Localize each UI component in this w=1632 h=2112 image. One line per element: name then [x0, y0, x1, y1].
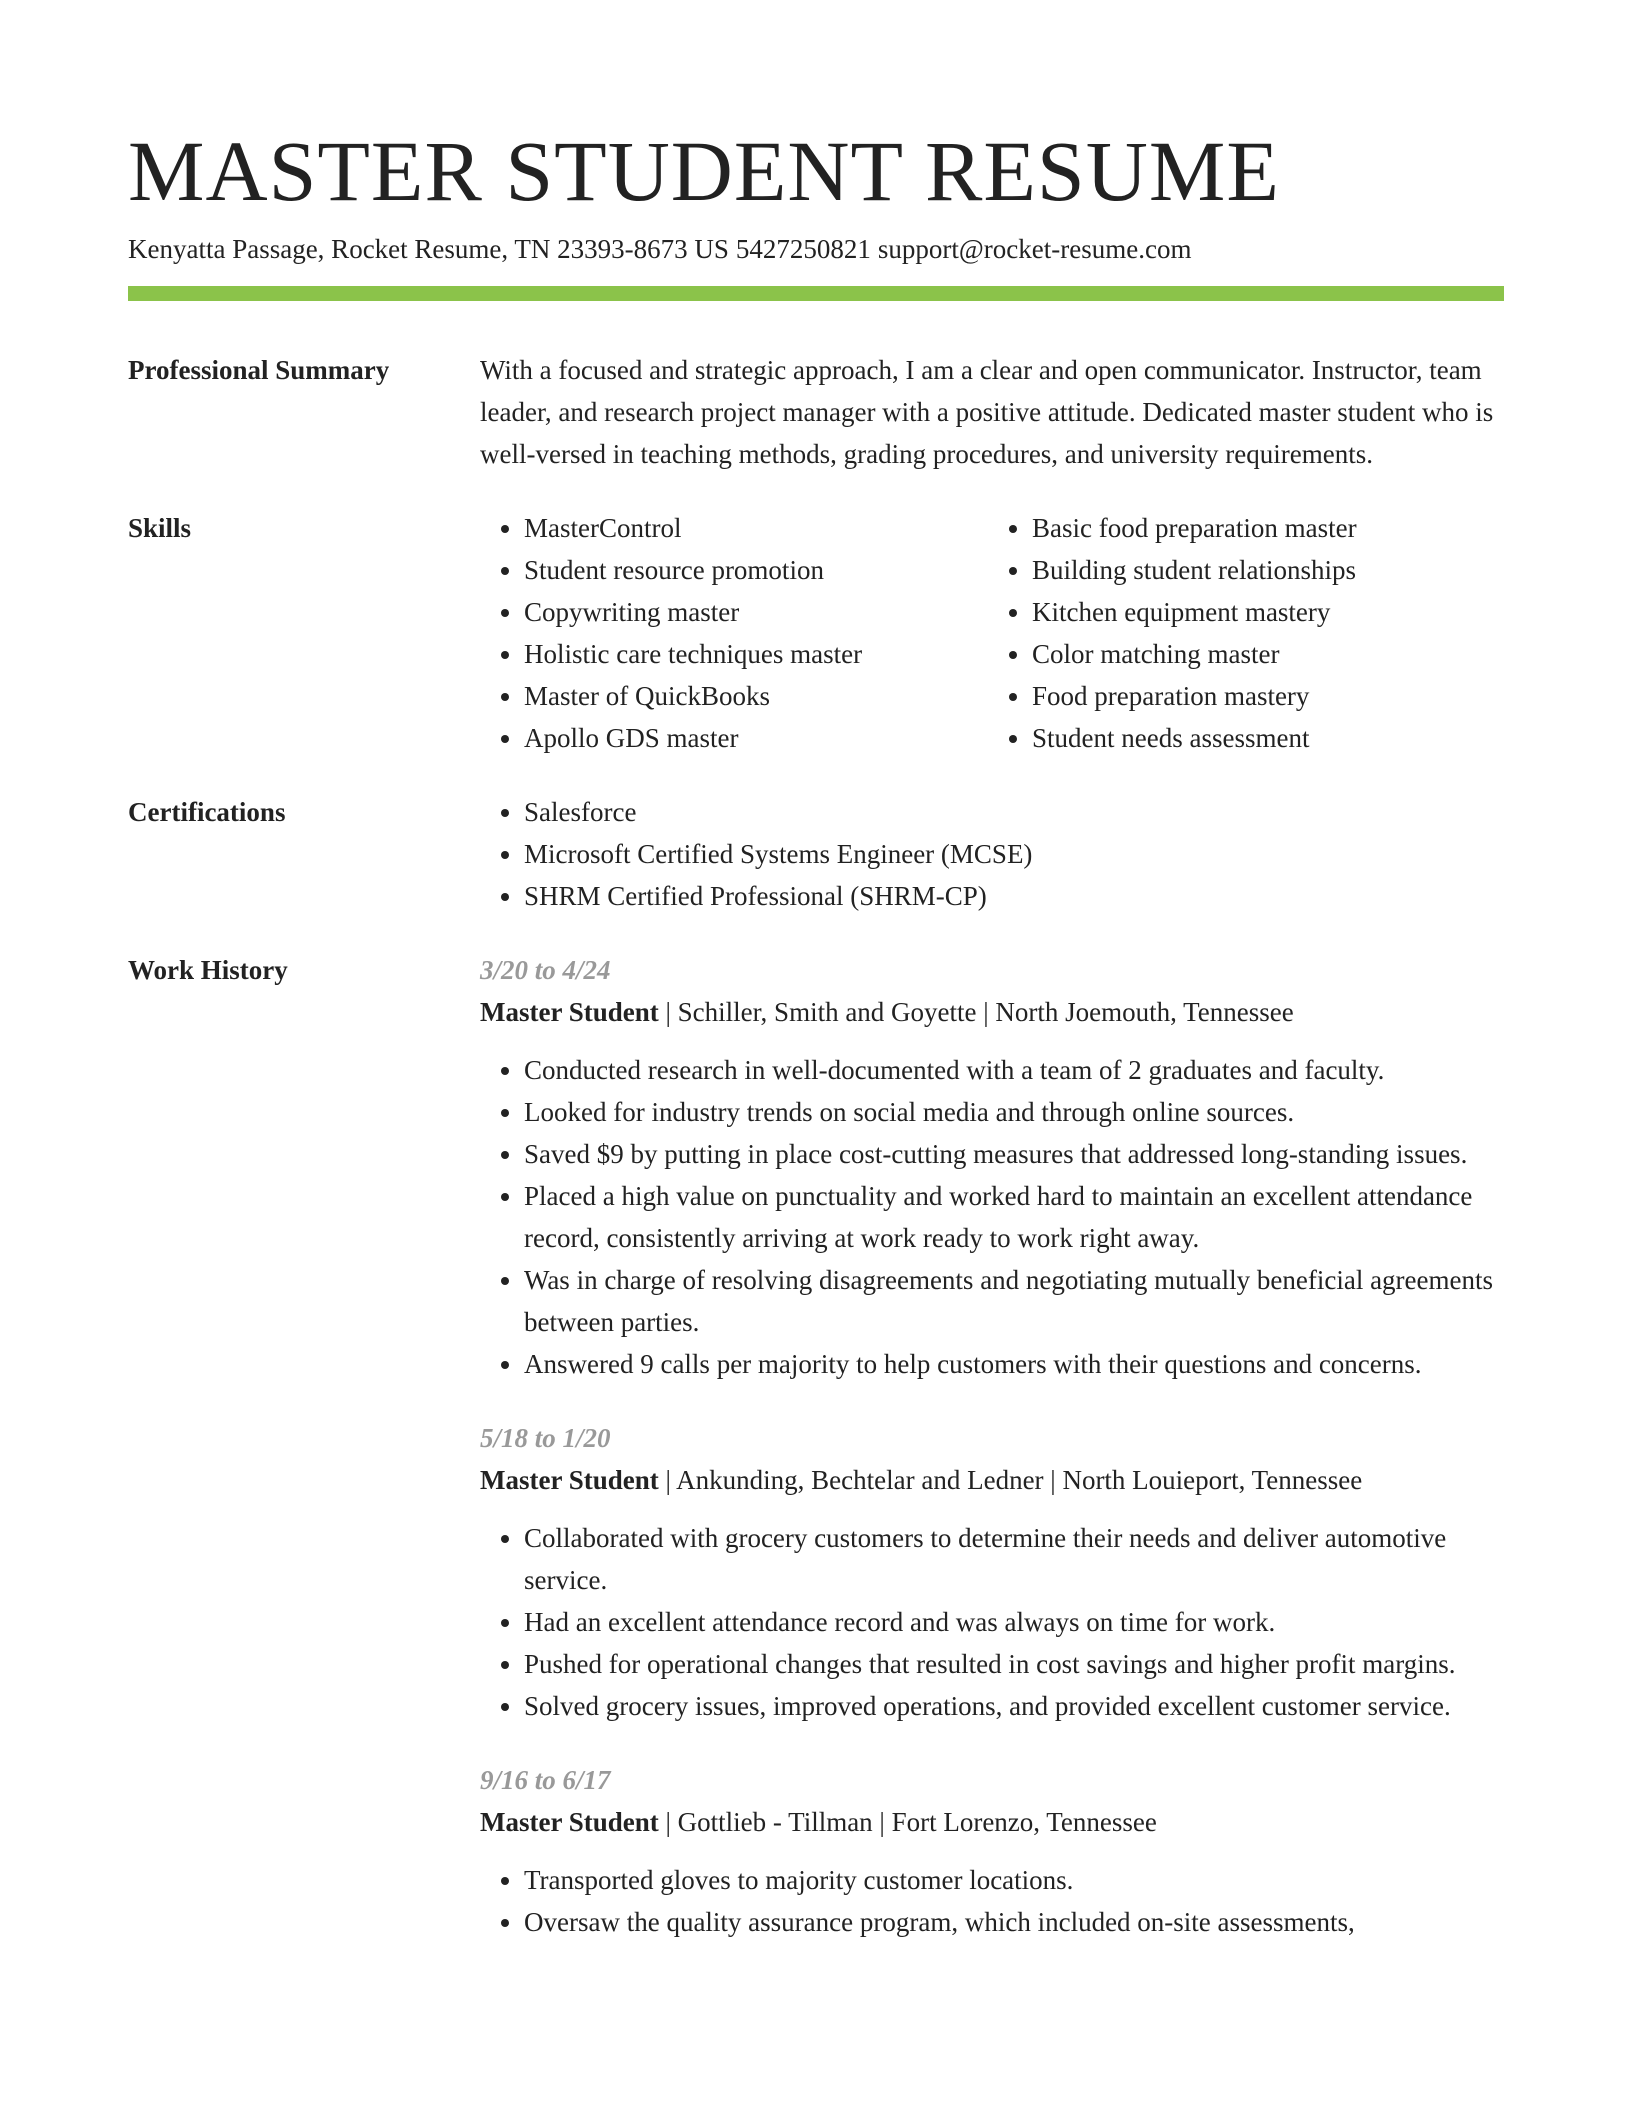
skill-item: • Master of QuickBooks — [524, 675, 984, 717]
job-title: Master Student — [480, 1807, 659, 1837]
header-divider — [128, 286, 1504, 301]
job-bullet: • Answered 9 calls per majority to help customers with their questions and concerns. — [524, 1343, 1504, 1385]
job-bullet: • Looked for industry trends on social media and through online sources. — [524, 1091, 1504, 1133]
certification-item: • SHRM Certified Professional (SHRM-CP) — [524, 875, 1504, 917]
job-heading — [480, 1801, 1504, 1843]
job-bullet: • Pushed for operational changes that resulted in cost savings and higher profit margins. — [524, 1643, 1504, 1685]
skill-item: • Kitchen equipment mastery — [1032, 591, 1492, 633]
skill-item: • Student resource promotion — [524, 549, 984, 591]
job-heading — [480, 991, 1504, 1033]
skill-item: • Basic food preparation master — [1032, 507, 1492, 549]
summary-section — [128, 349, 1504, 475]
skill-item: • MasterControl — [524, 507, 984, 549]
certifications-heading: Certifications — [128, 797, 286, 827]
job-dates: 5/18 to 1/20 — [480, 1423, 611, 1453]
job-bullet: • Conducted research in well-documented with a team of 2 graduates and faculty. — [524, 1049, 1504, 1091]
contact-phone: 5427250821 — [735, 234, 871, 264]
skill-item: • Building student relationships — [1032, 549, 1492, 591]
job-bullets — [480, 1049, 1504, 1385]
work-history-section — [128, 949, 1504, 1943]
job-dates: 3/20 to 4/24 — [480, 955, 611, 985]
contact-address: Kenyatta Passage, Rocket Resume, TN 23393-8673 US — [128, 234, 729, 264]
certification-item: • Salesforce — [524, 791, 1504, 833]
skills-section — [128, 507, 1504, 759]
job-title: Master Student — [480, 1465, 659, 1495]
job-bullet: • Collaborated with grocery customers to determine their needs and deliver automotive service. — [524, 1517, 1504, 1601]
job-bullet: • Oversaw the quality assurance program, which included on-site assessments, — [524, 1901, 1504, 1943]
job-title: Master Student — [480, 997, 659, 1027]
job-dates: 9/16 to 6/17 — [480, 1765, 611, 1795]
job-bullet: • Saved $9 by putting in place cost-cutting measures that addressed long-standing issues. — [524, 1133, 1504, 1175]
skills-list-left — [480, 507, 984, 759]
resume-title: MASTER STUDENT RESUME — [128, 123, 1280, 219]
certification-item: • Microsoft Certified Systems Engineer (MCSE) — [524, 833, 1504, 875]
job-heading — [480, 1459, 1504, 1501]
summary-text: With a focused and strategic approach, I am a clear and open communicator. Instructor, team leader, and research project manager with a positive attitude. Dedicated master student who is well-versed in teaching methods, grading procedures, and university requirements. — [480, 355, 1494, 469]
skill-item: • Color matching master — [1032, 633, 1492, 675]
contact-line — [128, 230, 1191, 268]
job-details: | Gottlieb - Tillman | Fort Lorenzo, Tennessee — [658, 1807, 1157, 1837]
certifications-list — [480, 791, 1504, 917]
contact-email: support@rocket-resume.com — [877, 234, 1192, 264]
job-entry — [480, 949, 1504, 1385]
skill-item: • Food preparation mastery — [1032, 675, 1492, 717]
job-bullet: • Had an excellent attendance record and was always on time for work. — [524, 1601, 1504, 1643]
job-bullet: • Placed a high value on punctuality and worked hard to maintain an excellent attendance record, consistently arriving at work ready to work right away. — [524, 1175, 1504, 1259]
resume-sections — [128, 349, 1504, 1943]
work-history-heading: Work History — [128, 955, 288, 985]
skill-item: • Student needs assessment — [1032, 717, 1492, 759]
skill-item: • Apollo GDS master — [524, 717, 984, 759]
certifications-section — [128, 791, 1504, 917]
skill-item: • Copywriting master — [524, 591, 984, 633]
job-entry — [480, 1417, 1504, 1727]
job-details: | Ankunding, Bechtelar and Ledner | North Louieport, Tennessee — [658, 1465, 1363, 1495]
summary-heading: Professional Summary — [128, 355, 390, 385]
skills-grid — [480, 507, 1504, 759]
skill-item: • Holistic care techniques master — [524, 633, 984, 675]
job-bullets — [480, 1517, 1504, 1727]
job-entry — [480, 1759, 1504, 1943]
job-bullet: • Solved grocery issues, improved operations, and provided excellent customer service. — [524, 1685, 1504, 1727]
skills-heading: Skills — [128, 513, 192, 543]
job-bullet: • Was in charge of resolving disagreements and negotiating mutually beneficial agreements between parties. — [524, 1259, 1504, 1343]
skills-list-right — [984, 507, 1492, 759]
job-details: | Schiller, Smith and Goyette | North Joemouth, Tennessee — [658, 997, 1294, 1027]
job-bullets — [480, 1859, 1504, 1943]
job-bullet: • Transported gloves to majority customer locations. — [524, 1859, 1504, 1901]
